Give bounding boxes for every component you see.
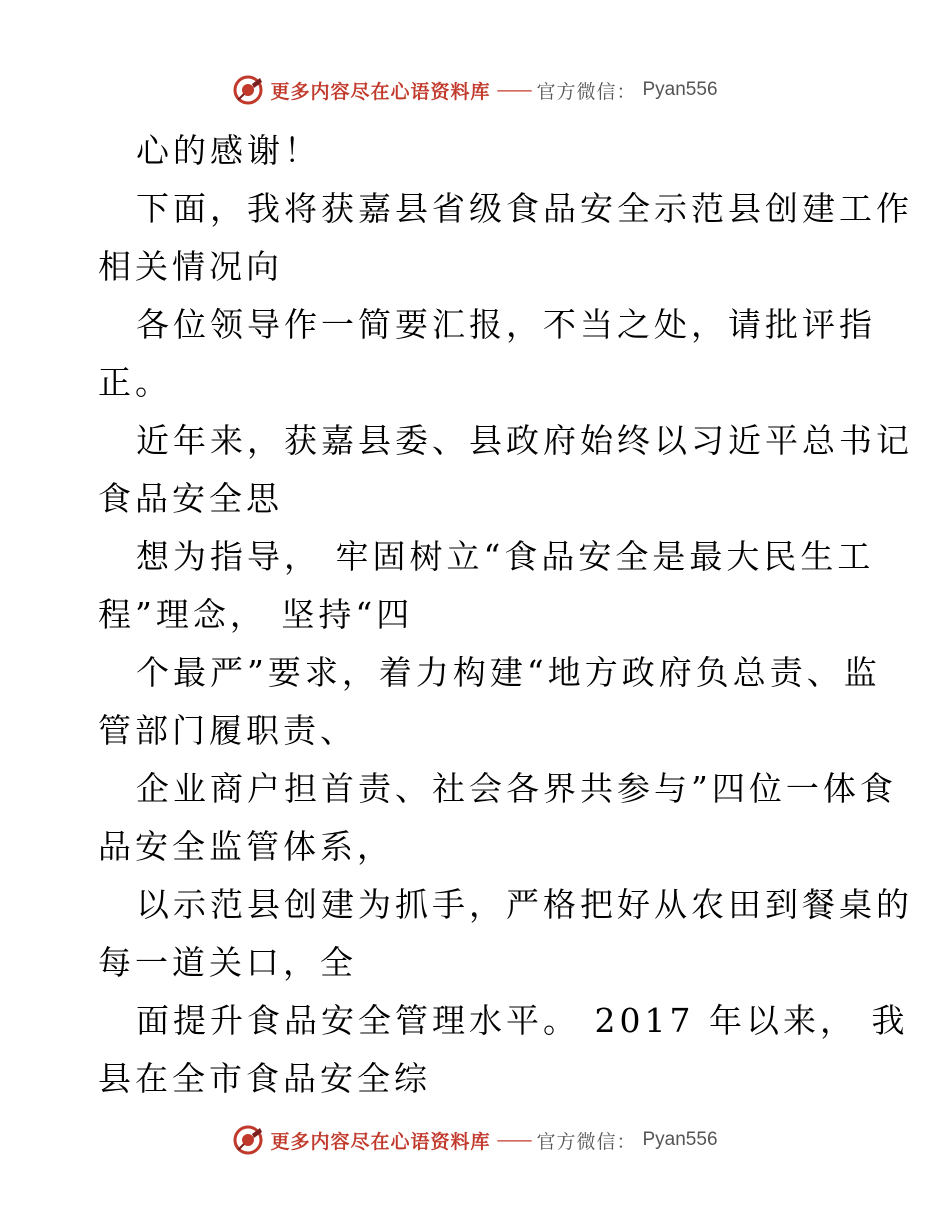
- footer-banner: [0, 1122, 950, 1158]
- text-line: 以示范县创建为抓手，严格把好从农田到餐桌的: [136, 885, 913, 924]
- text-line: 心的感谢！: [136, 131, 321, 170]
- pen-logo-icon: [232, 74, 264, 106]
- banner-title: 更多内容尽在心语资料库: [270, 80, 491, 103]
- text-line: 想为指导， 牢固树立“食品安全是最大民生工: [136, 537, 875, 576]
- text-line: 各位领导作一简要汇报，不当之处，请批评指: [136, 305, 876, 344]
- banner-wechat-id: Pyan556: [642, 1129, 718, 1150]
- text-line: 企业商户担首责、社会各界共参与”四位一体食: [136, 769, 897, 808]
- text-line: 个最严”要求，着力构建“地方政府负总责、监: [136, 653, 881, 692]
- pen-logo-icon: [232, 1124, 264, 1156]
- banner-dash: ——: [496, 79, 531, 101]
- banner-wechat-id: Pyan556: [642, 79, 718, 100]
- banner-dash: ——: [496, 1129, 531, 1151]
- text-line: 县在全市食品安全综: [98, 1059, 431, 1098]
- banner-title: 更多内容尽在心语资料库: [270, 1130, 491, 1153]
- text-line: 正。: [98, 363, 172, 402]
- text-line: 程”理念， 坚持“四: [98, 595, 414, 634]
- text-line: 管部门履职责、: [98, 711, 357, 750]
- text-line: 品安全监管体系，: [98, 827, 394, 866]
- document-body: [98, 122, 913, 1108]
- text-line: 下面，我将获嘉县省级食品安全示范县创建工作: [136, 189, 913, 228]
- text-line: 面提升食品安全管理水平。 2017 年以来， 我: [136, 1001, 909, 1040]
- text-line: 每一道关口，全: [98, 943, 357, 982]
- text-line: 相关情况向: [98, 247, 283, 286]
- banner-wechat-label: 官方微信：: [536, 1130, 637, 1153]
- text-line: 食品安全思: [98, 479, 283, 518]
- text-line: 近年来，获嘉县委、县政府始终以习近平总书记: [136, 421, 913, 460]
- banner-wechat-label: 官方微信：: [536, 80, 637, 103]
- header-banner: [0, 72, 950, 108]
